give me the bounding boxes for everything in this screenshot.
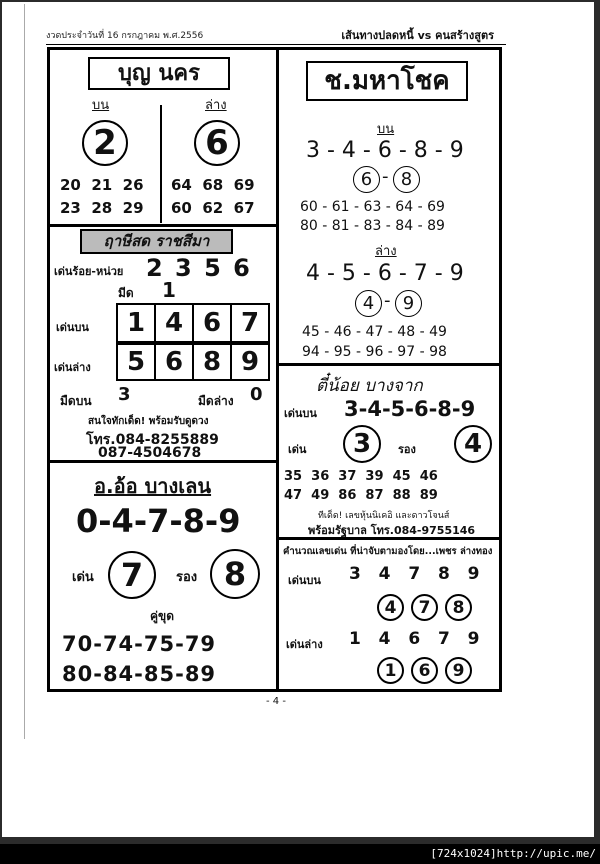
rueesod-phone-2: 087-4504678 — [98, 445, 202, 461]
aor-title: อ.อ้อ บางเลน — [94, 474, 212, 498]
page-number: - 4 - — [266, 696, 286, 707]
tinoi-upper-label: เด่นบน — [284, 407, 317, 420]
header-rule — [46, 44, 506, 45]
chor-bottom-circle-1: 4 — [355, 290, 382, 317]
chor-bottom-circle-2: 9 — [395, 290, 422, 317]
tinoi-upper-main: 3-4-5-6-8-9 — [344, 397, 476, 421]
rueesod-phone-1: โทร.084-8255889 — [86, 432, 219, 448]
petch-lower-digits: 1 4 6 7 9 — [349, 629, 482, 649]
tinoi-lead-circle: 3 — [343, 425, 381, 463]
chor-bottom-label: ล่าง — [375, 244, 397, 259]
rueesod-lower-cell: 9 — [230, 343, 270, 381]
divider-vertical-main — [276, 48, 279, 690]
tinoi-second-label: รอง — [398, 443, 416, 456]
divider-right-1 — [277, 363, 501, 366]
footer-watermark: [724x1024]http://upic.me/ — [0, 844, 600, 864]
rueesod-lower-cell: 6 — [154, 343, 194, 381]
chor-top-sep: - — [382, 166, 389, 187]
aor-pairs-row-2: 80-84-85-89 — [62, 662, 217, 686]
rueesod-mued-bottom-value: 0 — [250, 384, 263, 405]
tinoi-note-2: พร้อมรัฐบาล โทร.084-9755146 — [308, 524, 476, 537]
chor-bottom-row-1: 45 - 46 - 47 - 48 - 49 — [302, 324, 447, 340]
petch-lower-circle: 6 — [411, 657, 438, 684]
aor-second-circle: 8 — [210, 549, 260, 599]
chor-bottom-sep: - — [384, 290, 391, 311]
rueesod-lower-label: เด่นล่าง — [54, 361, 91, 374]
bunnakorn-title: บุญ นคร — [88, 57, 230, 90]
chor-bottom-row-2: 94 - 95 - 96 - 97 - 98 — [302, 344, 447, 360]
bunnakorn-bottom-label: ล่าง — [205, 98, 227, 113]
rueesod-mued-top-value: 3 — [118, 384, 131, 405]
chor-bottom-main: 4 - 5 - 6 - 7 - 9 — [306, 261, 464, 286]
rueesod-mued-bottom-label: มืดล่าง — [198, 394, 234, 408]
petch-upper-circle: 7 — [411, 594, 438, 621]
rueesod-contact-line: สนใจทักเด็ด! พร้อมรับดูดวง — [88, 416, 209, 427]
bunnakorn-bottom-row-1: 64 68 69 — [171, 176, 255, 194]
chor-top-row-1: 60 - 61 - 63 - 64 - 69 — [300, 199, 445, 215]
chor-top-circle-2: 8 — [393, 166, 420, 193]
rueesod-title: ฤาษีสด ราชสีมา — [80, 229, 233, 254]
divider-bunnakorn — [160, 105, 162, 223]
petch-title: คำนวณเลขเด่น ที่น่าจับตามองโดย...เพชร ล่างทอง — [283, 546, 493, 557]
rueesod-lower-cell: 8 — [192, 343, 232, 381]
tinoi-title: ตี๋น้อย บางจาก — [316, 376, 423, 396]
aor-second-label: รอง — [176, 570, 198, 585]
bunnakorn-bottom-circle: 6 — [194, 120, 240, 166]
petch-upper-digits: 3 4 7 8 9 — [349, 564, 482, 584]
rueesod-upper-cell: 1 — [116, 303, 156, 343]
bunnakorn-top-circle: 2 — [82, 120, 128, 166]
bunnakorn-top-row-1: 20 21 26 — [60, 176, 144, 194]
petch-upper-circle: 4 — [377, 594, 404, 621]
petch-lower-circle: 1 — [377, 657, 404, 684]
chor-top-row-2: 80 - 81 - 83 - 84 - 89 — [300, 218, 445, 234]
aor-lead-label: เด่น — [72, 570, 94, 585]
bunnakorn-top-label: บน — [92, 98, 110, 113]
chor-title: ช.มหาโชค — [306, 61, 468, 101]
rueesod-upper-cell: 4 — [154, 303, 194, 343]
aor-pairs-row-1: 70-74-75-79 — [62, 632, 217, 656]
tinoi-note-1: ทีเด็ด! เลขหุ้นนิเคอิ และดาวโจนส์ — [318, 511, 450, 521]
rueesod-upper-cell: 6 — [192, 303, 232, 343]
rueesod-mued-label: มีด — [118, 286, 134, 300]
bunnakorn-top-row-2: 23 28 29 — [60, 199, 144, 217]
petch-upper-circle: 8 — [445, 594, 472, 621]
aor-main: 0-4-7-8-9 — [76, 502, 241, 540]
rueesod-upper-cell: 7 — [230, 303, 270, 343]
rueesod-upper-label: เด่นบน — [56, 321, 89, 334]
rueesod-mued-top-label: มืดบน — [60, 394, 92, 408]
petch-lower-label: เด่นล่าง — [286, 638, 323, 651]
rueesod-lead-label: เด่นร้อย-หน่วย — [54, 265, 124, 278]
petch-upper-label: เด่นบน — [288, 574, 321, 587]
chor-top-circle-1: 6 — [353, 166, 380, 193]
rueesod-mued-value: 1 — [162, 278, 176, 302]
aor-lead-circle: 7 — [108, 551, 156, 599]
tinoi-row-1: 35 36 37 39 45 46 — [284, 469, 438, 484]
header-date: งวดประจำวันที่ 16 กรกฎาคม พ.ศ.2556 — [46, 31, 204, 41]
petch-lower-circle: 9 — [445, 657, 472, 684]
chor-top-main: 3 - 4 - 6 - 8 - 9 — [306, 138, 464, 163]
aor-pairs-label: คู่ขุด — [150, 609, 175, 623]
bunnakorn-bottom-row-2: 60 62 67 — [171, 199, 255, 217]
chor-top-label: บน — [377, 122, 395, 137]
tinoi-row-2: 47 49 86 87 88 89 — [284, 488, 438, 503]
divider-left-1 — [48, 224, 278, 227]
rueesod-lower-cell: 5 — [116, 343, 156, 381]
header-title: เส้นทางปลดหนี้ vs คนสร้างสูตร — [341, 29, 494, 42]
rueesod-lead-digits: 2 3 5 6 — [146, 254, 252, 282]
tinoi-second-circle: 4 — [454, 425, 492, 463]
page-edge-shadow — [24, 4, 25, 739]
tinoi-lead-label: เด่น — [288, 443, 307, 456]
